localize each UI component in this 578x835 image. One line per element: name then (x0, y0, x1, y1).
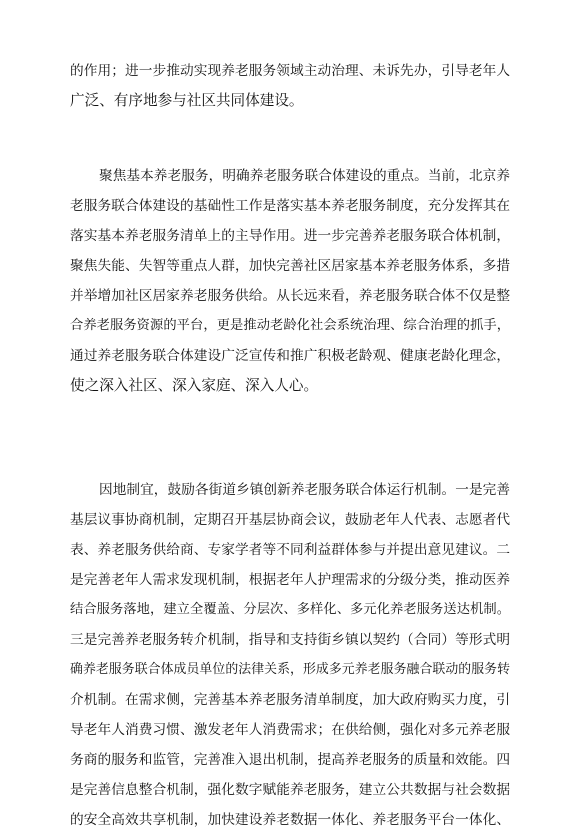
paragraph-3 (70, 475, 510, 835)
paragraph-line: 并举增加社区居家养老服务供给。从长远来看，养老服务联合体不仅是整 (70, 288, 510, 304)
paragraph-line: 务商的服务和监管，完善准入退出机制，提高养老服务的质量和效能。四 (70, 752, 510, 768)
paragraph-line: 结合服务落地，建立全覆盖、分层次、多样化、多元化养老服务送达机制。 (70, 602, 510, 617)
paragraph-line: 聚焦基本养老服务，明确养老服务联合体建设的重点。当前，北京养 (99, 168, 510, 184)
paragraph-line: 因地制宜，鼓励各街道乡镇创新养老服务联合体运行机制。一是完善 (99, 482, 510, 498)
paragraph-line: 广泛、有序地参与社区共同体建设。 (70, 92, 304, 109)
paragraph-line: 介机制。在需求侧，完善基本养老服务清单制度，加大政府购买力度，引 (70, 692, 510, 708)
paragraph-line: 聚焦失能、失智等重点人群，加快完善社区居家基本养老服务体系，多措 (70, 258, 510, 274)
paragraph-2 (70, 161, 510, 401)
paragraph-line: 老服务联合体建设的基础性工作是落实基本养老服务制度，充分发挥其在 (70, 198, 510, 214)
paragraph-line: 的安全高效共享机制，加快建设养老数据一体化、养老服务平台一体化、 (70, 812, 510, 828)
paragraph-line: 是完善老年人需求发现机制，根据老年人护理需求的分级分类，推动医养 (70, 572, 510, 588)
paragraph-line: 导老年人消费习惯、激发老年人消费需求；在供给侧，强化对多元养老服 (70, 722, 510, 738)
paragraph-line: 基层议事协商机制，定期召开基层协商会议，鼓励老年人代表、志愿者代 (70, 512, 510, 528)
paragraph-line: 合养老服务资源的平台，更是推动老龄化社会系统治理、综合治理的抓手， (70, 318, 510, 333)
paragraph-line: 三是完善养老服务转介机制，指导和支持街乡镇以契约（合同）等形式明 (70, 632, 510, 648)
paragraph-line: 是完善信息整合机制，强化数字赋能养老服务，建立公共数据与社会数据 (70, 782, 510, 798)
paragraph-line: 通过养老服务联合体建设广泛宣传和推广积极老龄观、健康老龄化理念， (70, 348, 510, 364)
paragraph-1 (70, 56, 510, 116)
paragraph-line: 的作用；进一步推动实现养老服务领域主动治理、未诉先办，引导老年人 (70, 63, 510, 79)
paragraph-line: 确养老服务联合体成员单位的法律关系，形成多元养老服务融合联动的服务转 (70, 662, 510, 677)
paragraph-line: 落实基本养老服务清单上的主导作用。进一步完善养老服务联合体机制， (70, 228, 510, 244)
paragraph-line: 使之深入社区、深入家庭、深入人心。 (70, 377, 319, 394)
paragraph-line: 表、养老服务供给商、专家学者等不同利益群体参与并提出意见建议。二 (70, 542, 510, 558)
